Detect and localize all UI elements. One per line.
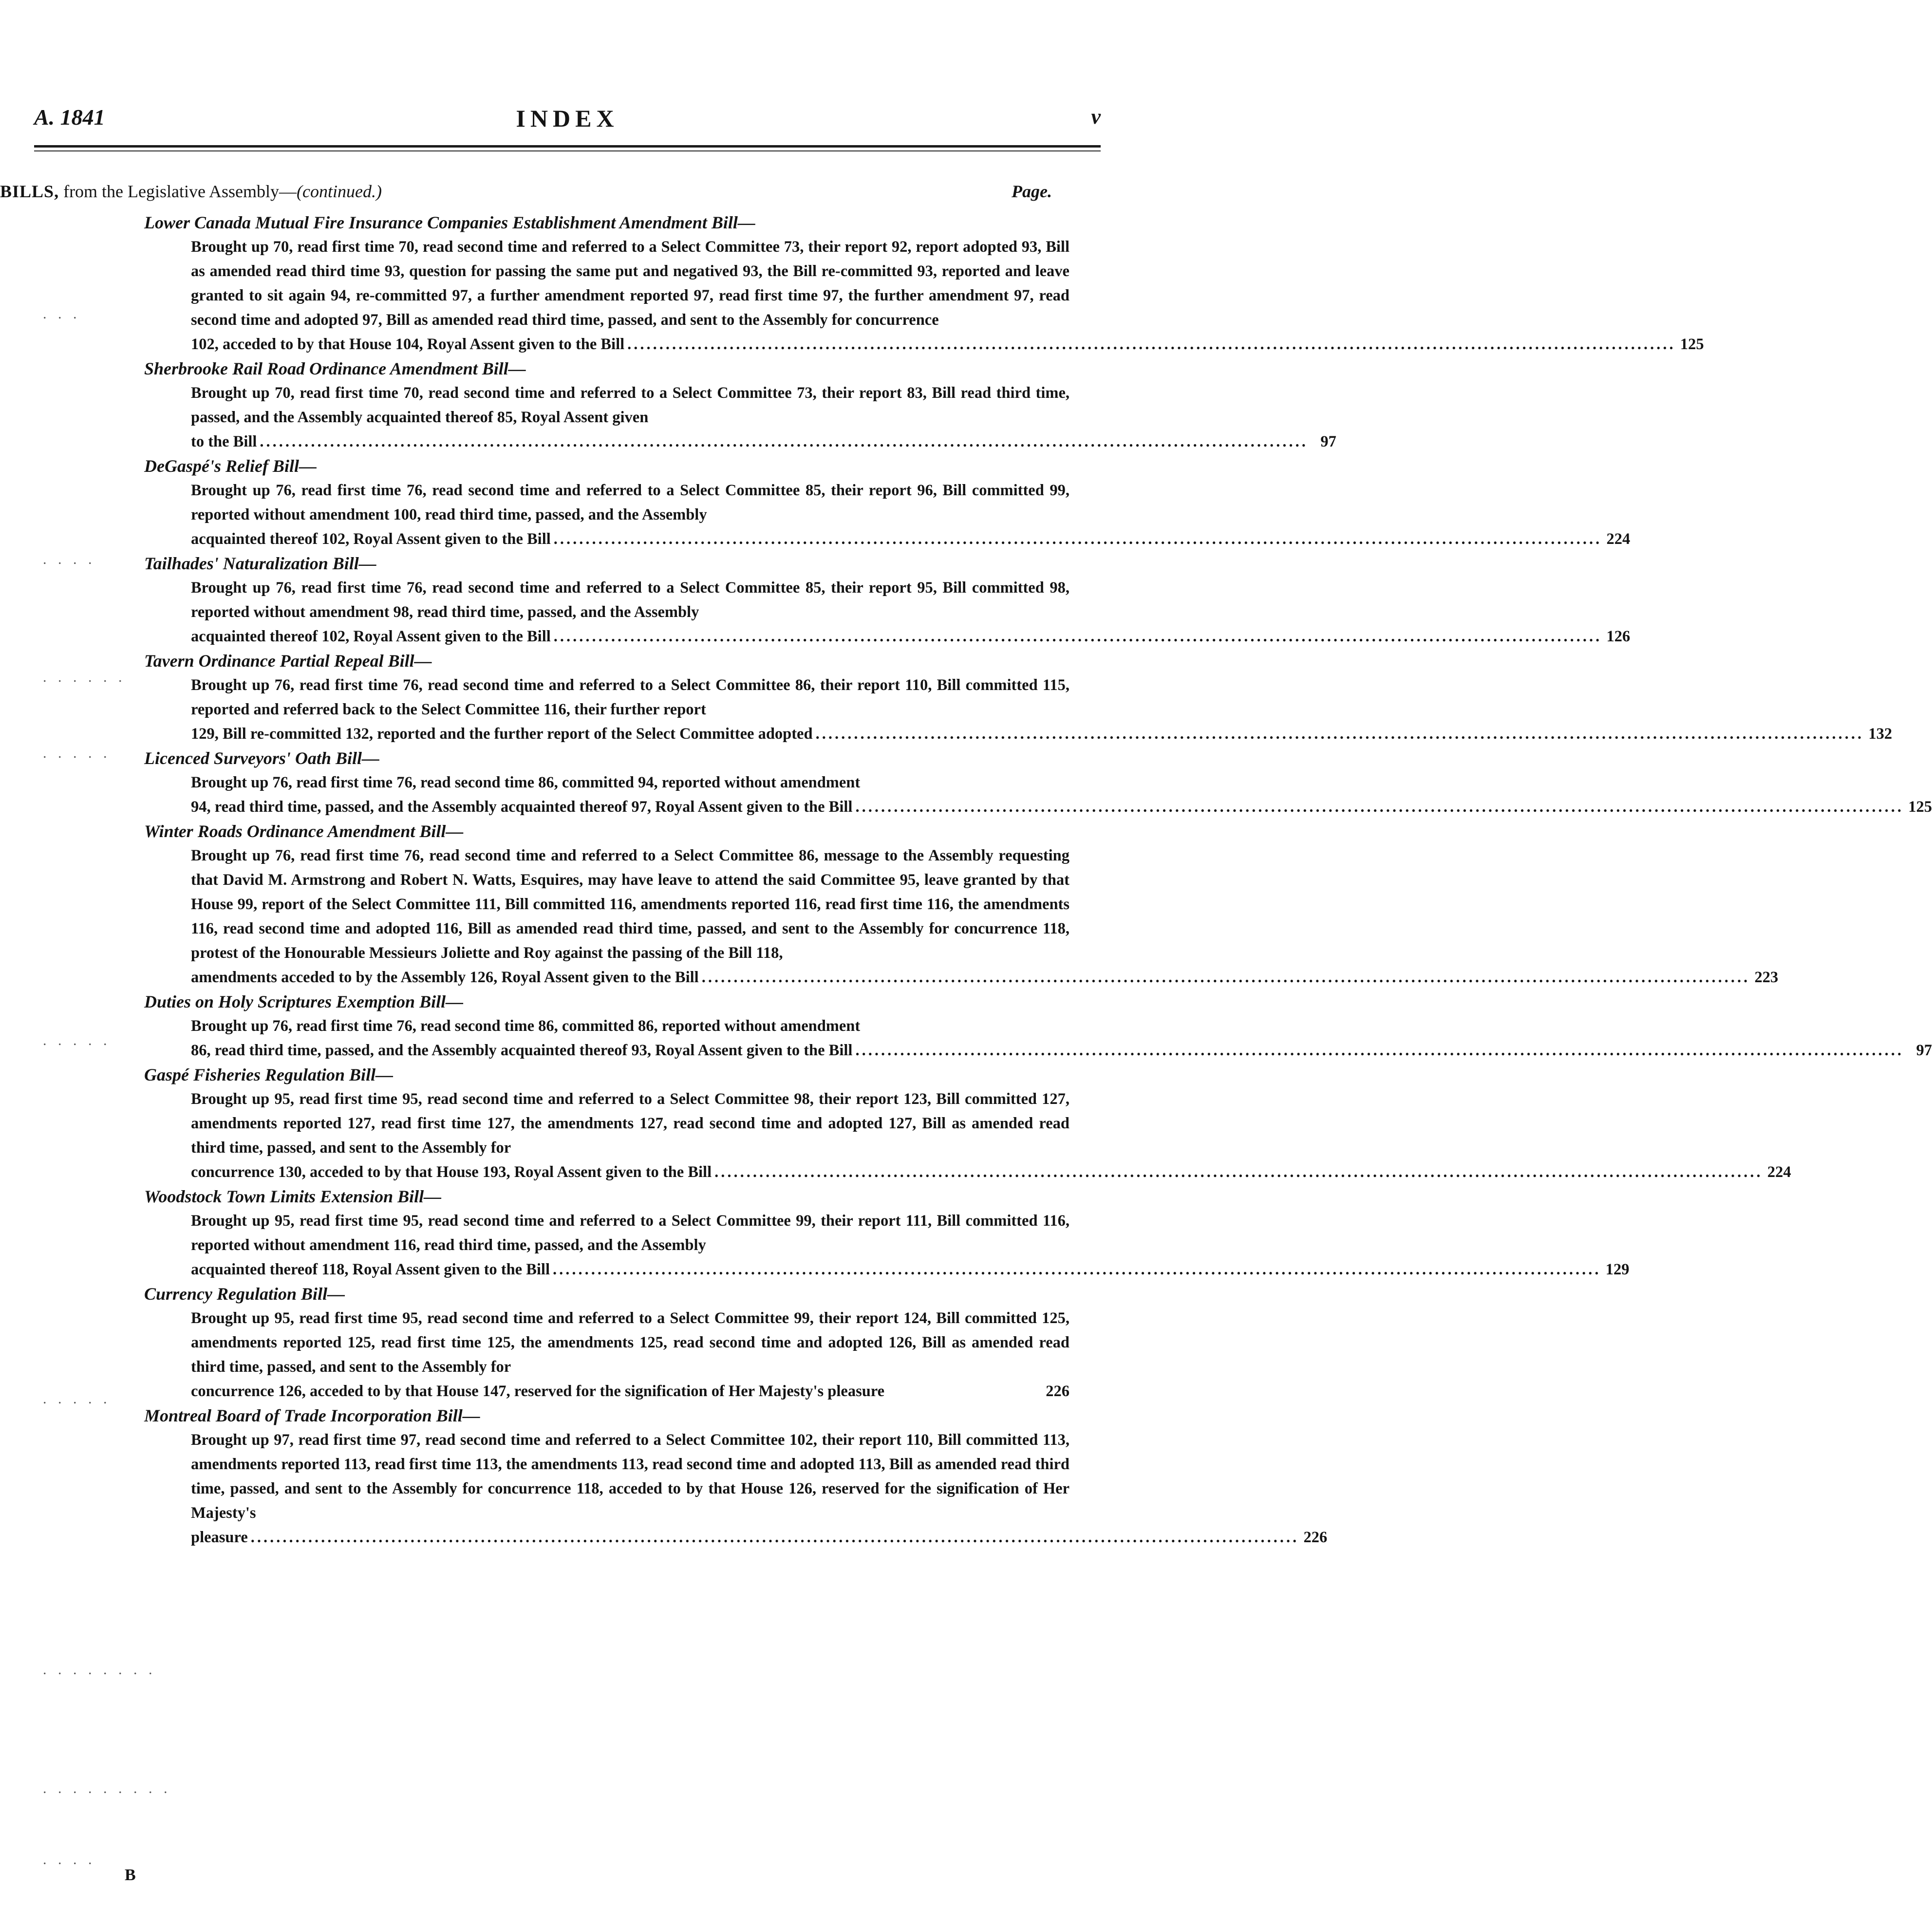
margin-marks: . . . . bbox=[43, 1851, 96, 1868]
entry-title: Duties on Holy Scriptures Exemption Bill— bbox=[144, 992, 464, 1011]
header-page-number: v bbox=[1091, 105, 1101, 129]
entry-title: Currency Regulation Bill— bbox=[144, 1284, 345, 1304]
entry-page-number: 126 bbox=[1606, 628, 1631, 645]
dot-leader: .................................................................................................................................................................... bbox=[815, 725, 1864, 743]
entry-text: Brought up 95, read first time 95, read second time and referred to a Select Committee 99, their report 111, Bill committed 116, reported without amendment 116, read third time, passed, and the Assembly bbox=[191, 1212, 1069, 1254]
entry-title: Licenced Surveyors' Oath Bill— bbox=[144, 748, 379, 768]
entry-page-number: 97 bbox=[1320, 433, 1336, 450]
section-text: from the Legislative Assembly— bbox=[59, 182, 297, 201]
entry-last-text: acquainted thereof 102, Royal Assent given to the Bill bbox=[191, 530, 551, 548]
header-rule-thin bbox=[34, 150, 1101, 151]
index-entry bbox=[0, 990, 1932, 1063]
entry-text: Brought up 76, read first time 76, read second time 86, committed 86, reported without amendment bbox=[191, 1017, 861, 1035]
margin-marks: . . . . . . . . bbox=[43, 1662, 156, 1678]
entry-last-text: concurrence 130, acceded to by that House 193, Royal Assent given to the Bill bbox=[191, 1163, 712, 1181]
section-title: BILLS, bbox=[0, 182, 59, 201]
entry-page-number: 226 bbox=[1303, 1529, 1328, 1546]
entry-text: Brought up 76, read first time 76, read second time and referred to a Select Committee 85, their report 95, Bill committed 98, reported without amendment 98, read third time, passed, and the Assembly bbox=[191, 579, 1069, 621]
index-entry bbox=[0, 1184, 1630, 1282]
section-heading bbox=[0, 181, 1052, 205]
index-entry bbox=[0, 454, 1631, 551]
margin-marks: . . . . . bbox=[43, 1391, 111, 1407]
entry-text: Brought up 76, read first time 76, read second time and referred to a Select Committee 85, their report 96, Bill committed 99, reported without amendment 100, read third time, passed, and the Assembly bbox=[191, 482, 1069, 523]
entry-title: Montreal Board of Trade Incorporation Bill— bbox=[144, 1406, 480, 1425]
entry-body bbox=[191, 1428, 1328, 1550]
entry-last-line bbox=[191, 624, 1631, 649]
entry-body bbox=[191, 673, 1893, 746]
margin-marks: . . . . . . bbox=[43, 669, 126, 685]
entry-page-number: 125 bbox=[1680, 336, 1704, 353]
entry-last-text: 129, Bill re-committed 132, reported and the further report of the Select Committee adopted bbox=[191, 725, 813, 743]
entry-body bbox=[191, 478, 1631, 551]
margin-marks: . . . . . . . . . bbox=[43, 1780, 171, 1796]
entry-last-text: acquainted thereof 102, Royal Assent given to the Bill bbox=[191, 628, 551, 645]
entry-page-number: 97 bbox=[1916, 1042, 1932, 1059]
margin-marks: . . . . . bbox=[43, 1032, 111, 1048]
entry-last-line bbox=[191, 332, 1704, 356]
dot-leader: .................................................................................................................................................................... bbox=[627, 336, 1676, 353]
dot-leader: .................................................................................................................................................................... bbox=[552, 1261, 1601, 1278]
header-year: A. 1841 bbox=[34, 105, 105, 130]
entry-last-line bbox=[191, 527, 1631, 551]
entry-last-line bbox=[191, 1525, 1328, 1550]
entry-last-line bbox=[191, 795, 1932, 819]
entry-last-line bbox=[191, 965, 1779, 990]
index-entry bbox=[0, 356, 1336, 454]
entry-text: Brought up 70, read first time 70, read second time and referred to a Select Committee 73, their report 83, Bill read third time, passed, and the Assembly acquainted thereof 85, Royal Assent given bbox=[191, 384, 1069, 426]
index-entry bbox=[0, 1403, 1328, 1550]
page-column-label: Page. bbox=[1012, 182, 1052, 201]
entry-text: Brought up 76, read first time 76, read second time 86, committed 94, reported without amendment bbox=[191, 774, 861, 791]
entry-last-line bbox=[191, 722, 1893, 746]
entry-body bbox=[191, 576, 1631, 649]
entry-text: Brought up 70, read first time 70, read second time and referred to a Select Committee 73, their report 92, report adopted 93, Bill as amended read third time 93, question for passing the same put and negatived 93, the Bill re-committed 93, reported and leave granted to sit again 94, re-committed 97, a further amendment reported 97, read first time 97, the further amendment 97, read second time and adopted 97, Bill as amended read third time, passed, and sent to the Assembly for concurrence bbox=[191, 238, 1069, 329]
entry-last-line bbox=[191, 1379, 1069, 1403]
entry-text: Brought up 76, read first time 76, read second time and referred to a Select Committee 86, their report 110, Bill committed 115, reported and referred back to the Select Committee 116, their further report bbox=[191, 676, 1069, 718]
entry-last-text: 94, read third time, passed, and the Assembly acquainted thereof 97, Royal Assent given to the Bill bbox=[191, 798, 853, 816]
entry-body bbox=[191, 843, 1779, 990]
entry-body bbox=[191, 1087, 1791, 1184]
signature-mark: B bbox=[125, 1866, 136, 1884]
entry-page-number: 226 bbox=[1046, 1382, 1069, 1400]
entry-page-number: 129 bbox=[1605, 1261, 1630, 1278]
entry-text: Brought up 95, read first time 95, read second time and referred to a Select Committee 98, their report 123, Bill committed 127, amendments reported 127, read first time 127, the amendments 127, read second time and adopted 127, Bill as amended read third time, passed, and sent to the Assembly for bbox=[191, 1090, 1069, 1157]
entry-last-text: amendments acceded to by the Assembly 126, Royal Assent given to the Bill bbox=[191, 969, 699, 986]
entry-page-number: 224 bbox=[1606, 530, 1631, 548]
entry-title: Winter Roads Ordinance Amendment Bill— bbox=[144, 822, 464, 841]
entry-last-line bbox=[191, 1257, 1630, 1282]
dot-leader: .................................................................................................................................................................... bbox=[855, 798, 1904, 816]
header-rule-thick bbox=[34, 145, 1101, 148]
entry-page-number: 125 bbox=[1908, 798, 1932, 816]
entry-title: Tavern Ordinance Partial Repeal Bill— bbox=[144, 651, 432, 671]
entry-page-number: 132 bbox=[1868, 725, 1893, 743]
entry-last-text: to the Bill bbox=[191, 433, 257, 450]
entry-title: Sherbrooke Rail Road Ordinance Amendment Bill— bbox=[144, 359, 526, 378]
index-entry bbox=[0, 551, 1631, 649]
entry-body bbox=[191, 1209, 1630, 1282]
entry-last-text: pleasure bbox=[191, 1529, 248, 1546]
entry-body bbox=[191, 1014, 1932, 1063]
entry-body bbox=[191, 770, 1932, 819]
entry-title: Woodstock Town Limits Extension Bill— bbox=[144, 1187, 442, 1206]
index-entry bbox=[0, 210, 1704, 356]
margin-marks: . . . . bbox=[43, 551, 96, 567]
entry-last-line bbox=[191, 1038, 1932, 1063]
index-entry bbox=[0, 746, 1932, 819]
entry-title: Gaspé Fisheries Regulation Bill— bbox=[144, 1065, 394, 1084]
dot-leader: .................................................................................................................................................................... bbox=[714, 1163, 1763, 1181]
entry-last-text: acquainted thereof 118, Royal Assent given to the Bill bbox=[191, 1261, 550, 1278]
header-title: INDEX bbox=[516, 105, 619, 132]
dot-leader: .................................................................................................................................................................... bbox=[260, 433, 1308, 450]
entry-text: Brought up 97, read first time 97, read second time and referred to a Select Committee 102, their report 110, Bill committed 113, amendments reported 113, read first time 113, the amendments 113, read second time and adopted 113, Bill as amended read third time, passed, and sent to the Assembly for concurrence 118, acceded to by that House 126, reserved for the signification of Her Majesty's bbox=[191, 1431, 1069, 1522]
dot-leader: .................................................................................................................................................................... bbox=[553, 530, 1602, 548]
entry-page-number: 224 bbox=[1767, 1163, 1791, 1181]
index-entry bbox=[0, 1063, 1791, 1184]
entry-body bbox=[191, 381, 1336, 454]
entry-last-text: concurrence 126, acceded to by that House 147, reserved for the signification of Her Majesty's pleasure bbox=[191, 1382, 885, 1400]
index-entry bbox=[0, 819, 1779, 990]
margin-marks: . . . bbox=[43, 306, 81, 322]
entry-last-text: 102, acceded to by that House 104, Royal Assent given to the Bill bbox=[191, 336, 625, 353]
page-header bbox=[34, 104, 1101, 138]
dot-leader: .................................................................................................................................................................... bbox=[701, 969, 1750, 986]
entry-body bbox=[191, 235, 1704, 356]
margin-marks: . . . . . bbox=[43, 745, 111, 761]
index-entries bbox=[0, 210, 1932, 1550]
entry-title: Lower Canada Mutual Fire Insurance Companies Establishment Amendment Bill— bbox=[144, 213, 755, 232]
entry-title: Tailhades' Naturalization Bill— bbox=[144, 554, 376, 573]
entry-title: DeGaspé's Relief Bill— bbox=[144, 456, 317, 476]
index-entry bbox=[0, 649, 1893, 746]
entry-page-number: 223 bbox=[1754, 969, 1779, 986]
entry-text: Brought up 95, read first time 95, read second time and referred to a Select Committee 99, their report 124, Bill committed 125, amendments reported 125, read first time 125, the amendments 125, read second time and adopted 126, Bill as amended read third time, passed, and sent to the Assembly for bbox=[191, 1309, 1069, 1376]
dot-leader: .................................................................................................................................................................... bbox=[250, 1529, 1299, 1546]
entry-body bbox=[191, 1306, 1069, 1403]
entry-text: Brought up 76, read first time 76, read second time and referred to a Select Committee 86, message to the Assembly requesting that David M. Armstrong and Robert N. Watts, Esquires, may have leave to attend the said Committee 95, leave granted by that House 99, report of the Select Committee 111, Bill committed 116, amendments reported 116, read first time 116, the amendments 116, read second time and adopted 116, Bill as amended read third time, passed, and sent to the Assembly for concurrence 118, protest of the Honourable Messieurs Joliette and Roy against the passing of the Bill 118, bbox=[191, 847, 1069, 962]
index-entry bbox=[0, 1282, 1071, 1403]
entry-last-line bbox=[191, 1160, 1791, 1184]
section-continued: (continued.) bbox=[297, 182, 382, 201]
entry-last-line bbox=[191, 430, 1336, 454]
dot-leader: .................................................................................................................................................................... bbox=[553, 628, 1602, 645]
dot-leader: .................................................................................................................................................................... bbox=[855, 1042, 1904, 1059]
entry-last-text: 86, read third time, passed, and the Assembly acquainted thereof 93, Royal Assent given to the Bill bbox=[191, 1042, 853, 1059]
